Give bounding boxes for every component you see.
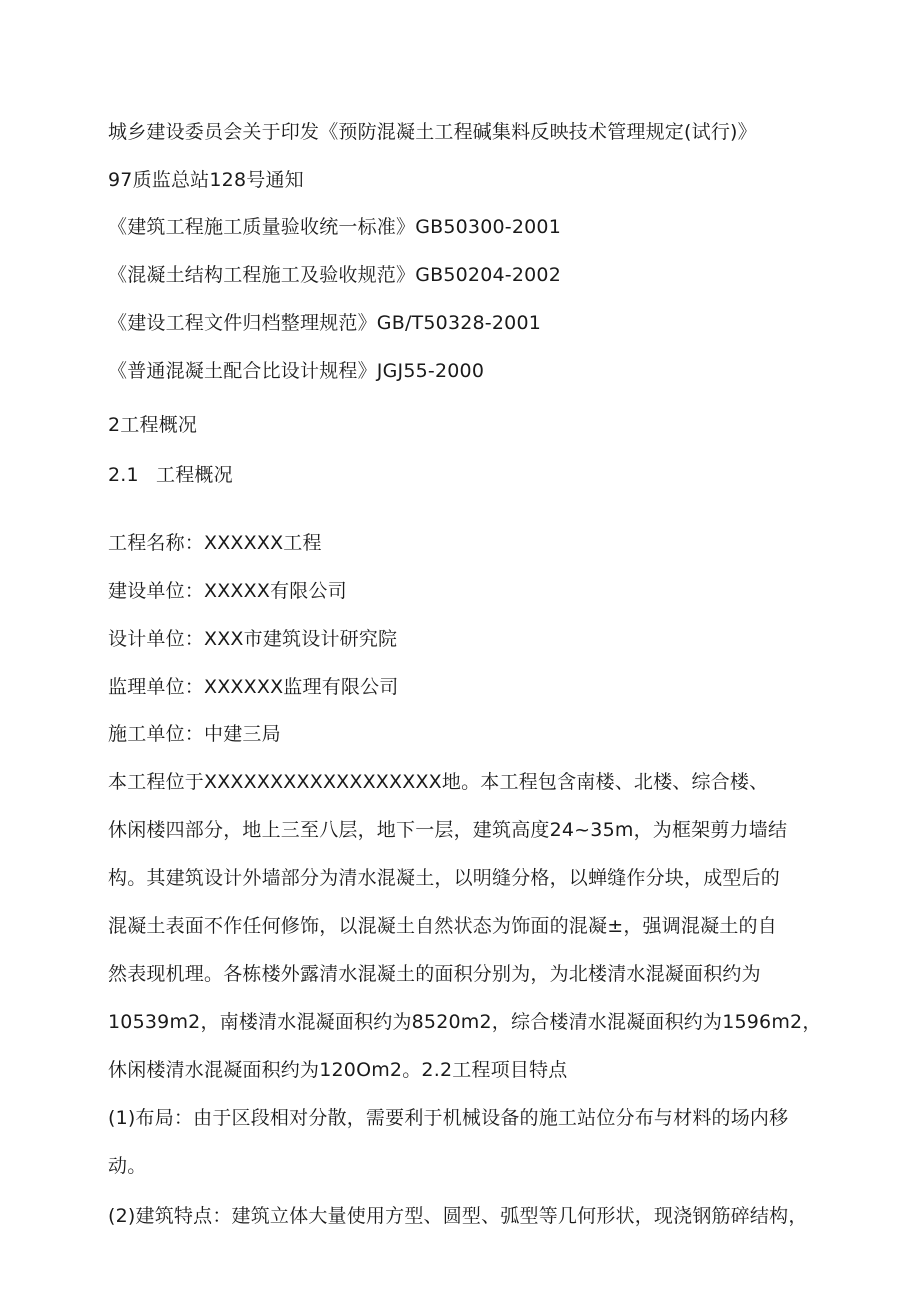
project-info-line: 设计单位：XXX市建筑设计研究院	[108, 628, 398, 650]
subsection-title: 工程概况	[156, 464, 233, 486]
feature-line: 动。	[108, 1155, 147, 1177]
overview-line: 混凝土表面不作任何修饰，以混凝土自然状态为饰面的混凝±，强调混凝土的自	[108, 915, 777, 937]
subsection-number: 2.1	[108, 464, 139, 486]
feature-line: (2)建筑特点：建筑立体大量使用方型、圆型、弧型等几何形状，现浇钢筋碎结构，	[108, 1205, 808, 1227]
reference-line: 《普通混凝土配合比设计规程》JGJ55-2000	[108, 360, 485, 382]
reference-line: 《建筑工程施工质量验收统一标准》GB50300-2001	[108, 216, 562, 238]
reference-line: 城乡建设委员会关于印发《预防混凝土工程碱集料反映技术管理规定(试行)》	[108, 121, 757, 143]
subsection-heading	[108, 463, 233, 487]
feature-line: (1)布局：由于区段相对分散，需要利于机械设备的施工站位分布与材料的场内移	[108, 1107, 789, 1129]
reference-line: 《混凝土结构工程施工及验收规范》GB50204-2002	[108, 264, 562, 286]
overview-line: 休闲楼四部分，地上三至八层，地下一层，建筑高度24~35m，为框架剪力墙结	[108, 819, 788, 841]
reference-line: 97质监总站128号通知	[108, 169, 304, 191]
overview-line: 构。其建筑设计外墙部分为清水混凝土，以明缝分格，以蝉缝作分块，成型后的	[108, 867, 781, 889]
overview-line: 10539m2，南楼清水混凝面积约为8520m2，综合楼清水混凝面积约为1596m2，	[108, 1011, 822, 1033]
section-heading: 2工程概况	[108, 414, 198, 436]
reference-line: 《建设工程文件归档整理规范》GB/T50328-2001	[108, 312, 542, 334]
overview-line: 休闲楼清水混凝面积约为120Om2。2.2工程项目特点	[108, 1059, 568, 1081]
project-info-line: 监理单位：XXXXXX监理有限公司	[108, 676, 399, 698]
overview-line: 本工程位于XXXXXXXXXXXXXXXXXX地。本工程包含南楼、北楼、综合楼、	[108, 771, 769, 793]
overview-line: 然表现机理。各栋楼外露清水混凝土的面积分别为，为北楼清水混凝面积约为	[108, 963, 761, 985]
project-info-line: 建设单位：XXXXX有限公司	[108, 580, 347, 602]
project-info-line: 施工单位：中建三局	[108, 723, 281, 745]
project-info-line: 工程名称：XXXXXX工程	[108, 532, 322, 554]
